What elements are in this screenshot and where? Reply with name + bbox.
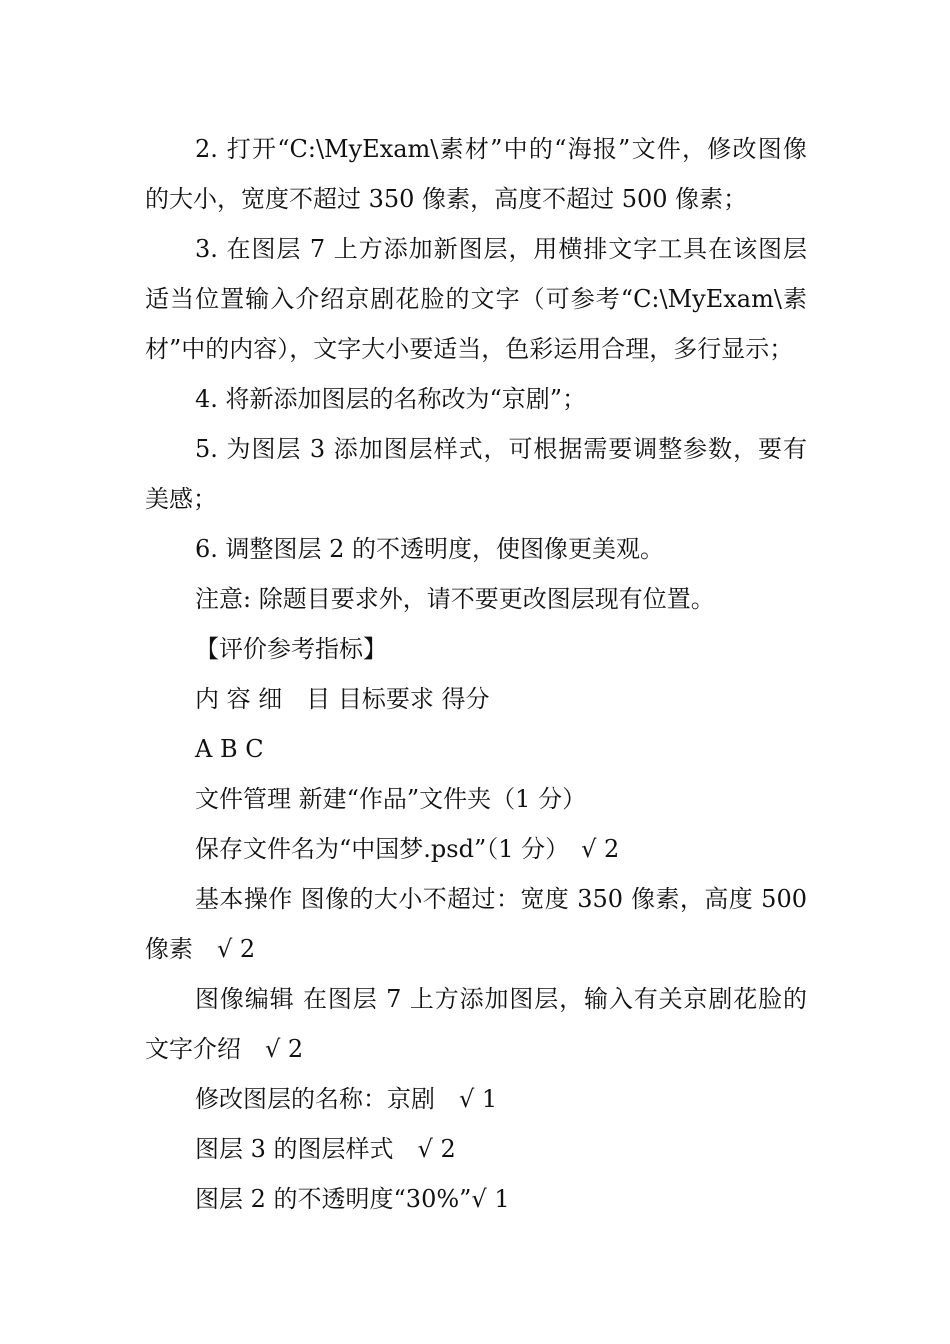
criteria-basic-operation: 基本操作 图像的大小不超过：宽度 350 像素，高度 500 像素 √ 2 (145, 885, 807, 963)
step-5-paragraph: 5. 为图层 3 添加图层样式，可根据需要调整参数，要有美感； (145, 435, 807, 513)
step-2-paragraph: 2. 打开“C:\MyExam\素材”中的“海报”文件，修改图像的大小，宽度不超过 350 像素，高度不超过 500 像素； (145, 135, 807, 213)
criteria-file-management: 文件管理 新建“作品”文件夹（1 分） (195, 785, 587, 813)
criteria-layer-style: 图层 3 的图层样式 √ 2 (195, 1135, 456, 1163)
step-4-paragraph: 4. 将新添加图层的名称改为“京剧”； (195, 385, 587, 413)
evaluation-heading: 【评价参考指标】 (195, 635, 387, 663)
criteria-image-editing: 图像编辑 在图层 7 上方添加图层，输入有关京剧花脸的文字介绍 √ 2 (145, 985, 807, 1063)
criteria-save-file: 保存文件名为“中国梦.psd”（1 分） √ 2 (195, 835, 620, 863)
grade-columns-row: A B C (195, 735, 264, 763)
criteria-header-row: 内 容 细 目 目标要求 得分 (195, 685, 490, 713)
criteria-layer-opacity: 图层 2 的不透明度“30%”√ 1 (195, 1185, 510, 1213)
step-6-paragraph: 6. 调整图层 2 的不透明度，使图像更美观。 (195, 535, 665, 563)
step-3-paragraph: 3. 在图层 7 上方添加新图层，用横排文字工具在该图层适当位置输入介绍京剧花脸的文字（可参考“C:\MyExam\素材”中的内容），文字大小要适当，色彩运用合理，多行显示； (145, 235, 807, 363)
note-paragraph: 注意: 除题目要求外，请不要更改图层现有位置。 (195, 585, 715, 613)
document-body (145, 124, 807, 1224)
criteria-rename-layer: 修改图层的名称：京剧 √ 1 (195, 1085, 498, 1113)
